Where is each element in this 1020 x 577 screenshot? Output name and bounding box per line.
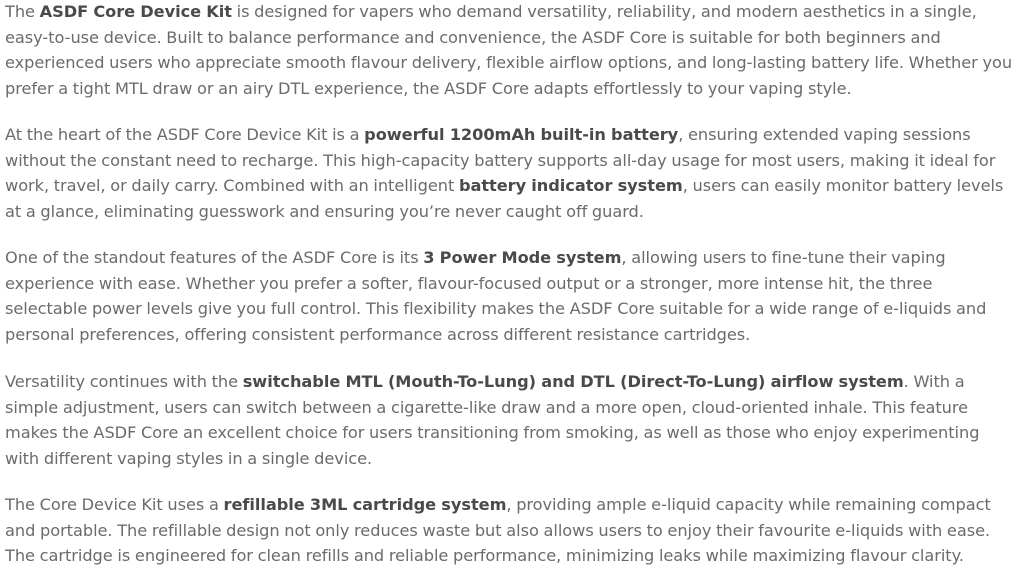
highlight-battery: powerful 1200mAh built-in battery: [364, 125, 679, 144]
text: , providing ample e-liquid capacity while remaining compact and portable. The refillable design not only reduces waste but also allows users to enjoy their favourite e-liquids with ease. The cartridge is engineered for clean refills and reliable performance, minimizing leaks while maximizing flavour clarity.: [5, 495, 991, 566]
text: One of the standout features of the ASDF Core is its: [5, 248, 424, 267]
highlight-cartridge: refillable 3ML cartridge system: [223, 495, 507, 514]
text: Versatility continues with the: [5, 372, 243, 391]
text: , users can easily monitor battery levels at a glance, eliminating guesswork and ensuring you’re never caught off guard.: [5, 176, 1004, 221]
paragraph-battery: [5, 122, 1015, 224]
text: is designed for vapers who demand versatility, reliability, and modern aesthetics in a single, easy-to-use device. Built to balance performance and convenience, the ASDF Core is suitable for both beginners and experienced users who appreciate smooth flavour delivery, flexible airflow options, and long-lasting battery life. Whether you prefer a tight MTL draw or an airy DTL experience, the ASDF Core adapts effortlessly to your vaping style.: [5, 2, 1013, 98]
text: . With a simple adjustment, users can switch between a cigarette-like draw and a more open, cloud-oriented inhale. This feature makes the ASDF Core an excellent choice for users transitioning from smoking, as well as those who enjoy experimenting with different vaping styles in a single device.: [5, 372, 980, 468]
text: , ensuring extended vaping sessions without the constant need to recharge. This high-capacity battery supports all-day usage for most users, making it ideal for work, travel, or daily carry. Combined with an intelligent: [5, 125, 996, 196]
highlight-power-mode: 3 Power Mode system: [423, 248, 622, 267]
highlight-product-name: ASDF Core Device Kit: [39, 2, 232, 21]
highlight-airflow: switchable MTL (Mouth-To-Lung) and DTL (Direct-To-Lung) airflow system: [242, 372, 904, 391]
paragraph-intro: [5, 0, 1015, 101]
paragraph-airflow: [5, 369, 1015, 471]
text: The Core Device Kit uses a: [5, 495, 224, 514]
highlight-battery-indicator: battery indicator system: [458, 176, 683, 196]
text: At the heart of the ASDF Core Device Kit is a: [5, 125, 365, 144]
text: , allowing users to fine-tune their vaping experience with ease. Whether you prefer a softer, flavour-focused output or a stronger, more intense hit, the three selectable power levels give you full control. This flexibility makes the ASDF Core suitable for a wide range of e-liquids and personal preferences, offering consistent performance across different resistance cartridges.: [5, 248, 987, 344]
paragraph-cartridge: [5, 492, 1015, 569]
text: The: [5, 2, 40, 21]
paragraph-power-modes: [5, 245, 1015, 347]
